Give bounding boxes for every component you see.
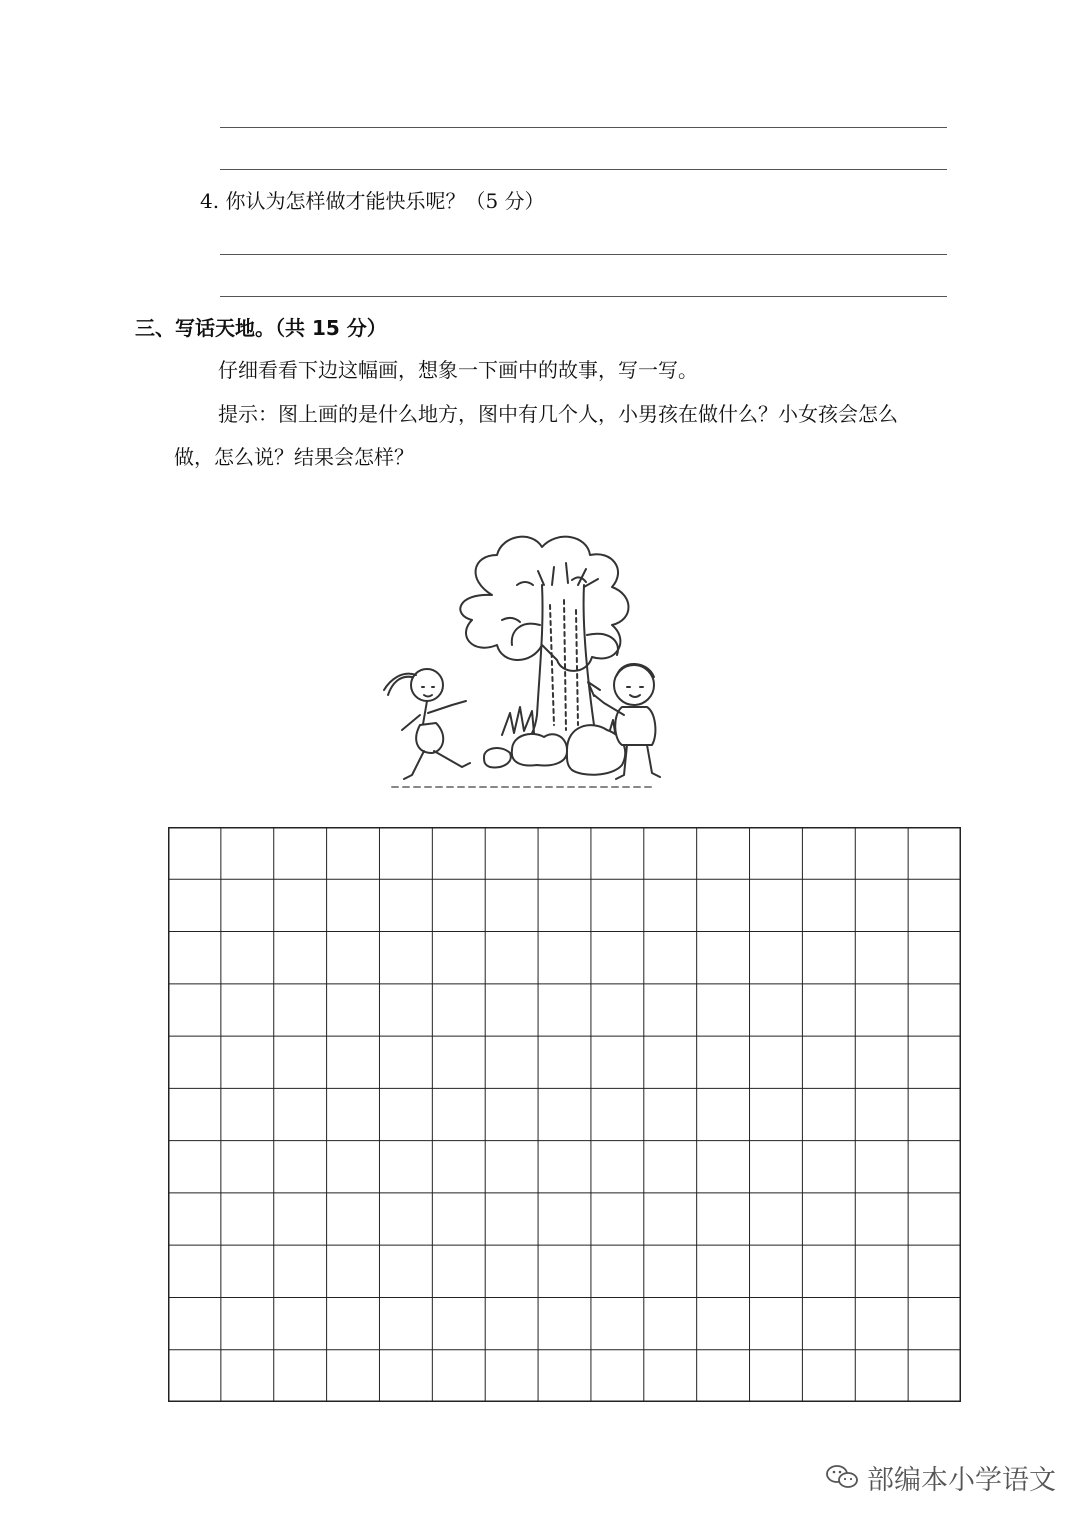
answer-line[interactable] (220, 169, 947, 170)
answer-line[interactable] (220, 296, 947, 297)
answer-line[interactable] (220, 254, 947, 255)
grid-border (169, 828, 961, 1402)
section-3-title: 三、写话天地。（共 15 分） (135, 316, 387, 340)
hint-line-2: 做，怎么说？结果会怎样？ (174, 445, 414, 469)
hint-line-1: 提示：图上画的是什么地方，图中有几个人，小男孩在做什么？小女孩会怎么 (218, 402, 898, 426)
wechat-icon (825, 1463, 859, 1491)
answer-line[interactable] (220, 127, 947, 128)
watermark-text: 部编本小学语文 (867, 1464, 1056, 1496)
watermark (825, 1457, 1056, 1497)
section-3-instruction: 仔细看看下边这幅画，想象一下画中的故事，写一写。 (218, 358, 698, 382)
illustration-tree-children (372, 525, 668, 807)
writing-grid[interactable] (168, 827, 961, 1402)
question-4: 4. 你认为怎样做才能快乐呢？（5 分） (200, 189, 545, 213)
